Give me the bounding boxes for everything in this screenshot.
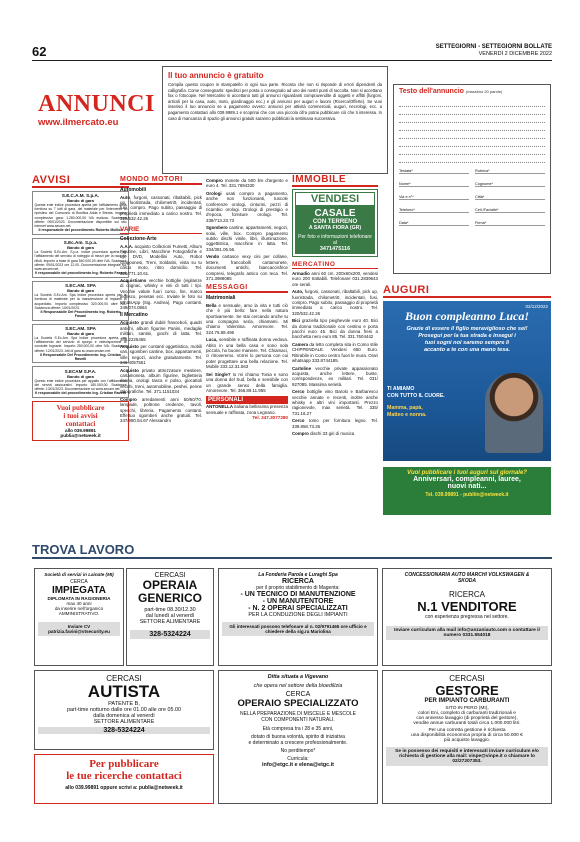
lavoro-title: TROVA LAVORO	[32, 542, 135, 557]
avviso-heading: S.Ec.Am. S.p.a.	[63, 240, 98, 246]
coupon-field-label: Cell./Fax/altri*	[475, 208, 499, 212]
ad-impiegata-line: DIPLOMATA IN RAGIONERIA	[47, 596, 111, 601]
casale-info: Per foto e informazioni telefonare al	[298, 233, 372, 246]
messaggio-item-key: Bella	[206, 302, 217, 308]
mercatino-item-key: Cerco	[292, 418, 305, 424]
ad-gestore	[382, 670, 552, 804]
header-meta	[436, 44, 552, 58]
auguri-line: Prosegui per la tua strada e insegui i	[418, 332, 516, 339]
casale-location: A SANTA FIORA (GR)	[308, 224, 362, 231]
coupon-field-label: Data*	[399, 221, 409, 225]
ad-operaio-line: dotato di buona volontà, spirito di iniziativa	[251, 734, 345, 740]
motori-item-key: Acquisto	[120, 367, 139, 373]
messaggio-item-key: Luca,	[206, 337, 218, 343]
mercatino-item-key: Cerco	[292, 389, 305, 395]
mercatino-rule	[292, 268, 378, 270]
avviso-sub: Bando di gara	[67, 198, 94, 203]
mercatino-item-text: bottiglie vino Barolo e Barbaresco vecchie annate e recenti, inoltre anche whisky e altri vini importanti. Prezzo ragionevole, max serietà. Tel. 335/ 731.16.27	[292, 389, 378, 416]
ad-venditore-role: N.1 VENDITORE	[417, 599, 517, 614]
coupon-field-label: Testata*	[399, 169, 413, 173]
issue-date: VENERDÌ 2 DICEMBRE 2022	[478, 51, 552, 57]
ad-impiegata-company: Società di servizi in Lainate (MI)	[44, 572, 114, 577]
ad-impiegata-foot: Inviare CV	[67, 624, 91, 629]
col3-item	[206, 225, 288, 252]
ad-gestore-role: GESTORE	[435, 683, 499, 698]
avviso-text: Questa ente indice procedura aperta per l'affidamento della fornitura su 7 lotti di gara, del materiale per l'intervento di ripristino del Consorzio di Bonifica Adda e Brenta. Importo complessivo gara: 1.280.000,00 IVA esclusa. Scadenza offerte: 09/01/2023. Documentazione disponibile sul sito internet www.secam.net.	[34, 203, 127, 229]
coupon-text-line[interactable]	[399, 115, 545, 123]
mercatino-item	[292, 342, 378, 364]
ad-impiegata-line: AMMINISTRATIVO.	[58, 611, 100, 616]
ad-fonderia-line: - N. 2 OPERAI SPECIALIZZATI	[248, 605, 348, 612]
mercatino-item	[292, 271, 378, 287]
avviso-resp: Il Responsabile Del Procedimento Ing. Roberto Fasani	[40, 310, 121, 319]
ad-operaio-line: e determinato a crescere professionalmente.	[248, 740, 348, 746]
ad-autista-line: part-time notturno dalle ore 01.00 alle ore 05.00	[67, 707, 181, 713]
messaggio-item	[206, 372, 288, 394]
mercatino-item-text: furgoni, cassonati, ribaltabili, pick up, fuoristrada, chilometri0, incidentati, fusi, compro. Pago subito, passaggio di proprietà immediato a carico nostro. Tel. 320/532.42.26	[292, 289, 378, 316]
motori-column	[120, 176, 202, 424]
ad-operaio-sub: che opera nel settore della bioedilizia	[253, 683, 343, 689]
coupon-text-line[interactable]	[399, 123, 545, 131]
ad-operaia-line: dal lunedì al venerdì	[145, 613, 195, 619]
col3-item-key: Orologi	[206, 190, 222, 196]
header-rule	[32, 60, 552, 61]
messaggio-item-key: Sei Single?	[206, 371, 231, 377]
motori-item-key: Auto	[120, 194, 130, 200]
col3-item-text: monete da 500 lire d'argento e euro 4. Tel. 331.7694330	[206, 178, 288, 189]
personali-title: PERSONALI	[206, 396, 288, 404]
page-number: 62	[32, 44, 47, 59]
motori-item-key: Acquisto	[120, 320, 139, 326]
ad-venditore-line: con esperienza pregressa nel settore.	[425, 614, 509, 620]
ad-fonderia-company: La Fonderia Parola e Luraghi Spa	[258, 572, 338, 578]
ad-fonderia-line: PER LA CONDUZIONE DEGLI IMPIANTI	[248, 612, 348, 618]
ad-venditore	[382, 568, 552, 666]
auguri-promo-b: Anniversari, compleanni, lauree,	[413, 475, 521, 483]
coupon-fields	[399, 169, 545, 226]
motori-item-key: Acquisto	[120, 344, 139, 350]
avviso-heading: S.EC.AM. SPA	[65, 283, 96, 289]
avviso-sub: Bando di gara	[67, 288, 94, 294]
auguri-line: Grazie di essere il figlio meraviglioso che sei!	[406, 325, 528, 332]
coupon-field[interactable]	[399, 182, 469, 187]
auguri-photo-card	[383, 301, 551, 461]
coupon-form	[393, 84, 551, 274]
auguri-line: tuoi sogni noi saremo sempre lì	[424, 339, 510, 346]
mercatino-item-key: Armadio	[292, 271, 310, 276]
coupon-text-line[interactable]	[399, 107, 545, 115]
ad-impiegata-line: da inserire nell'organico	[54, 606, 104, 611]
motori-item	[120, 195, 202, 222]
ad-gestore-line: vendite annue carburanti totali circa 1.000.000 litri.	[413, 721, 521, 726]
motori-item-text: , furgoni, cassonati, ribaltabili, pick up, fuoristrada, chilometri0, incidentati, fusi, compro. Pago subito, passaggio di proprietà immediato a carico nostro. Tel. 320/532.42.26	[120, 194, 202, 222]
avvisi-rule	[32, 186, 129, 188]
mercatino-item	[292, 366, 378, 388]
ad-operaio	[218, 670, 378, 804]
mercatino-item	[292, 389, 378, 416]
mercatino-item-text: anni 60 cm. 200x60x200, vendesi euro 200 trattabili. Telefonare 031.2839643 ore serali.	[292, 271, 378, 287]
ad-gestore-sub: PER IMPIANTO CARBURANTI	[424, 698, 510, 704]
ad-operaia	[126, 568, 214, 666]
ad-operaia-tel[interactable]: 328-5324224	[130, 630, 210, 639]
immobile-column	[292, 174, 378, 436]
auguri-promo-contact[interactable]: Tel. 039.99891 - publiin@netweek.it	[425, 491, 509, 498]
avviso-resp: Il Responsabile Del Procedimento: Ing. Cristian Ravelli	[40, 352, 121, 361]
lavoro-header	[32, 542, 552, 559]
motori-item	[120, 278, 202, 310]
auguri-promo	[383, 467, 551, 515]
mercatino-item-text: dischi 33 giri di musica	[308, 430, 355, 436]
motori-item-text: arredamenti anni 50/60/70, lampade, poltrone credenze, tavoli, specchi, libreria. Pagamento contanti. Effettuo sgomberi anche gratuiti. Tel. 347/980.54.67 Alessandro	[120, 396, 202, 424]
coupon-field[interactable]	[475, 169, 545, 174]
avviso-sub: Bando di gara	[67, 373, 94, 379]
gratuito-box	[162, 66, 388, 174]
motori-item	[120, 368, 202, 395]
coupon-field[interactable]	[399, 169, 469, 174]
lavoro-promo	[34, 754, 214, 804]
motori-item-key: Acquistiamo	[120, 277, 147, 283]
mercatino-item-text: vecchie private appassionato acquista, anche lettere, buste, corrispondenze, ex militari. Tel. 031/ 927085. Massima serietà.	[292, 365, 378, 387]
ad-venditore-company: CONCESSIONARIA AUTO MARCHI VOLKSWAGEN & SKODA	[404, 572, 530, 584]
coupon-field[interactable]	[475, 221, 545, 226]
annunci-logo	[38, 92, 160, 128]
ad-fonderia-line: - UN TECNICO DI MANUTENZIONE	[240, 591, 356, 598]
avviso-item	[32, 281, 129, 321]
ad-autista-tel[interactable]: 328-5324224	[38, 727, 210, 734]
casale-ad	[292, 189, 378, 257]
auguri-column	[383, 284, 551, 515]
auguri-line: accanto a te con una mano tesa.	[423, 346, 511, 353]
ad-operaio-line: CON COMPONENTI NATURALI.	[261, 717, 335, 723]
ad-autista-line: dalla domenica al venerdì	[93, 713, 155, 719]
mercatino-item-key: Compro	[292, 430, 309, 436]
mercatino-item-key: Camera	[292, 341, 309, 347]
ad-impiegata	[34, 568, 124, 666]
ad-operaio-role: OPERAIO SPECIALIZZATO	[237, 698, 359, 709]
coupon-field[interactable]	[399, 221, 469, 226]
casale-vendesi: VENDESI	[295, 192, 375, 206]
avviso-text: Questo ente indice procedura per appalto con l'affidamento dei servizi assicurativi. Importo 180.000,00. Scadenza offerte: 13/01/2023. Documentazione su www.secam.net.	[34, 378, 127, 392]
ad-gestore-line: SITO IN PERO (MI),	[445, 706, 489, 711]
auguri-rule	[383, 296, 551, 298]
lavoro-promo-contact[interactable]: allo 039.99891 oppure scrivi a: publia@netweek.it	[65, 785, 183, 791]
avviso-item	[32, 324, 129, 364]
avvisi-title: AVVISI	[32, 174, 71, 186]
col3-item-text: cantine, appartamenti, negozi, solai, ville, box. Compro pagamento subito dischi vinile, libri, illuminazione, oggettistica, macchine in latta. Tel. 334/381.06.56.	[206, 225, 288, 252]
coupon-title: Testo dell'annuncio (massimo 20 parole)	[399, 88, 503, 95]
portrait-photo	[485, 373, 543, 453]
messaggio-item	[206, 337, 288, 369]
lavoro-rule	[32, 557, 552, 559]
ad-operaio-cerca: CERCA	[285, 691, 311, 698]
ad-operaia-line: SETTORE ALIMENTARE	[139, 619, 201, 625]
messaggi-sub: Matrimoniali	[206, 294, 236, 301]
motori-item-key: A.A.A.	[120, 243, 134, 249]
col3-column	[206, 176, 288, 420]
messaggio-item	[206, 303, 288, 335]
auguri-love: TI AMIAMO CON TUTTO IL CUORE. Mamma, papà, Matteo e nonna.	[387, 385, 445, 418]
ad-impiegata-mail[interactable]: patrizia.favini@vtsecurity.eu	[48, 629, 110, 634]
col3-item-key: Compro	[206, 178, 223, 183]
casale-terreno: CON TERRENO	[312, 218, 358, 225]
coupon-text-line[interactable]	[399, 139, 545, 147]
ad-impiegata-line: max 40 anni	[66, 601, 92, 606]
ad-autista-cerca: CERCASI	[106, 674, 142, 683]
col3-item-key: Vendo	[206, 254, 220, 260]
avvisi-column	[32, 174, 129, 441]
avviso-item	[32, 238, 129, 278]
annunci-site[interactable]: www.ilmercato.eu	[38, 117, 119, 128]
auguri-title: AUGURI	[383, 284, 430, 296]
lavoro-promo-b: le tue ricerche contattaci	[66, 770, 182, 782]
coupon-field[interactable]	[399, 195, 469, 200]
mercatino-item	[292, 418, 378, 429]
messaggio-item-text: e sensuale, amo la vita e tutti ciò che è più bello: fare nella natura sportivamente. Se stai cercando anche tu una compagna seria, chiamami. Mi chiamo Valentina. Amorevore. Tel. 324.76.88.496	[206, 302, 288, 335]
ad-fonderia-line: per il proprio stabilimento di Magenta:	[256, 585, 340, 591]
motori-section-heading: VARIE	[120, 226, 202, 234]
col3-item-key: Sgombero	[206, 225, 228, 231]
ad-autista-line: SETTORE ALIMENTARE	[93, 719, 155, 725]
avviso-item	[32, 191, 129, 235]
motori-section-heading: Collezione-Arte	[120, 235, 157, 242]
motori-item	[120, 344, 202, 366]
messaggi-rule	[206, 291, 288, 293]
avviso-heading: S.EC.AM. SPA	[65, 326, 96, 332]
messaggio-item-text: Io mi chiamo Tonia e sono una donna del Sud, bella e sensibile con un grande senso della famiglia. Amorevore. Tel. 366.89.11.955	[206, 371, 288, 393]
avviso-item	[32, 366, 129, 398]
casale-label: CASALE	[314, 207, 356, 219]
auguri-date: 02/12/2022	[525, 303, 548, 309]
mercatino-item-key: Auto,	[292, 289, 304, 295]
ad-gestore-line: Per una corretta gestione è richiesta	[428, 728, 506, 733]
ad-fonderia-line: - UN MANUTENTORE	[262, 598, 334, 605]
motori-item-text: grandi dubiti franceboli, quadri antichi, album figurine Panini, medaglie militari, santini, giochi di latta. Tel. 348.2225465	[120, 320, 202, 342]
personali-body: ANTONELLA italiana bellissima presenza sensuale e raffinata, zona Legnano.	[206, 404, 288, 415]
ad-gestore-foot[interactable]: Se in possesso dei requisiti e interessati inviare curriculum e/o richiesta di gestione alla mail: vinpe@vinpe.it o chiamare lo 02/27207353.	[386, 747, 548, 766]
messaggi-title: MESSAGGI	[206, 284, 248, 292]
auguri-promo-c: nuovi nati...	[447, 482, 487, 490]
ad-fonderia-foot[interactable]: Gli interessati possono telefonare al n. 02/9791465 ore ufficio e chiedere della sig.ra Mariolina	[222, 622, 374, 636]
motori-item-text: privato attrezzature mestiere, cartamoneta, album figurine, biglietteria donna, orologi tasca e polso, giocattoli vecchi, treni, automobiline, peshei, penne stilografiche. Tel. 371.1151034	[120, 367, 202, 395]
coupon-field-label: Telefono*	[399, 208, 415, 212]
mercatino-item-key: Bici	[292, 318, 301, 324]
coupon-field-label: Rubrica*	[475, 169, 490, 173]
motori-section-heading: Il Mercatino	[120, 312, 148, 319]
lavoro-promo-a: Per pubblicare	[89, 758, 159, 770]
ad-operaio-line: Curricula:	[287, 756, 309, 762]
motori-item-key: Compro	[120, 396, 137, 402]
col3-item	[206, 191, 288, 223]
mercatino-item-text: tomo per fornitura legno. Tel. 339.858.73.26	[292, 418, 378, 429]
mercatino-item-key: Cartoline	[292, 365, 312, 371]
motori-item	[120, 397, 202, 424]
avviso-text: La Società S.Ec.Am. Spa indice procedura aperta per la fornitura di materiale per la manutenzione di impianti di acquedotto. Importo complessivo 320.000,00 oltre IVA. Scadenza offerte: 10/01/2023.	[34, 293, 127, 310]
motori-item-text: vecchie bottiglie (vigilanze di cognac, whisky e vini di tutti i tipi. Vecchie valute fuori corso, lire, marco tedesco, pesetas ecc. Inviate le foto su WhatsApp (Sig. Andrea). Pago contanti. 349/074.0864	[120, 277, 202, 310]
avviso-sub: Bando di gara	[67, 245, 94, 251]
mercatino-item-text: graziella tipo pieghevole euro 40. Bici da donna tradizionale con cestino e porta pacchi euro 45. Bici da donna freni a bacchetta nero euro 85. Tel. 331.7604442	[292, 318, 378, 340]
coupon-field-label: Via e n°*	[399, 195, 414, 199]
ad-impiegata-cerca: CERCA	[70, 579, 88, 585]
col3-item	[206, 178, 288, 189]
ad-impiegata-role: IMPIEGATA	[51, 585, 107, 596]
motori-item-text: acquisto Collezioni Fumetti, Album Figurine, Libri, Macchine Fotografiche e Lp, DVD, Modellini Auto, Robot Giapponesi, Treni, Soldatini, vista su tu calcio moto, ritiro domicilio. Tel. 328/771.10.61.	[120, 243, 202, 276]
avviso-text: La Società S.Ec.Am. S.p.a. indice procedura aperta per l'affidamento del servizio di noleggio di mezzi per la raccolta rifiuti. Importo a base di gara 540.000,00 oltre IVA. Scadenza offerte: 09/01/2023 ore 12.00. Documentazione integrale su: www.secam.net.	[34, 250, 127, 272]
avviso-heading: S.ECAM S.P.A.	[64, 368, 97, 374]
coupon-field-label: Città*	[475, 195, 485, 199]
coupon-field[interactable]	[399, 208, 469, 213]
mercatino-title: MERCATINO	[292, 260, 336, 268]
coupon-field-label: Cognome*	[475, 182, 493, 186]
casale-tel[interactable]: 3471475116	[319, 245, 351, 252]
coupon-text-line[interactable]	[399, 147, 545, 155]
ad-fonderia	[218, 568, 378, 666]
auguri-promo-a: Vuoi pubblicare i tuoi auguri sul giornale?	[407, 469, 527, 476]
ad-venditore-cerca: RICERCA	[448, 590, 485, 599]
personali-tel[interactable]: Tel. 347.3077280	[252, 415, 288, 421]
avviso-heading: S.E.C.A.M. S.p.A.	[61, 193, 100, 198]
ad-gestore-line: più acquisto lavaggio.	[443, 738, 491, 743]
ad-operaio-line: Età compresa tra i 28 e 35 anni,	[262, 726, 334, 732]
col3-item-text: usati compro a pagamento, anche non funzionanti, tuscole conferenze orologi, cinturini, pezzi di ricambio orologi. Orologi di prestigio e d'epoca, forniture orologi. Tel. 339/713.23.73	[206, 190, 288, 223]
annunci-title: ANNUNCI	[38, 91, 155, 117]
coupon-field[interactable]	[475, 195, 545, 200]
ad-operaia-line: part-time 08.30/12.30	[144, 607, 196, 613]
avviso-sub: Bando di gara	[67, 331, 94, 337]
motori-section-heading: Automobili	[120, 186, 147, 193]
mercatino-item	[292, 318, 378, 340]
motori-rule	[120, 183, 202, 185]
ad-gestore-line: una disponibilità economica propria di circa 50.000 €	[411, 733, 523, 738]
coupon-field[interactable]	[475, 208, 545, 213]
ad-venditore-foot[interactable]: Inviare curriculum alla mail info@anzaniauto.com o contattare il numero 0331.554018	[386, 626, 548, 640]
col3-item	[206, 254, 288, 281]
auguri-headline: Buon compleanno Luca!	[404, 308, 530, 323]
publication: SETTEGIORNI - SETTEGIORNI BOLLATE	[435, 44, 552, 50]
immobile-rule	[292, 185, 378, 187]
ad-autista-role: AUTISTA	[87, 682, 161, 701]
avvisi-ad: Vuoi pubblicare i tuoi avvisi contattaci allo 039.99891 publia@netweek.it	[32, 401, 129, 441]
ad-operaio-line: NELLA PREPARAZIONE DI MISCELE E MESCOLE	[239, 711, 357, 717]
avviso-resp: Il responsabile del procedimento Ing. Cristian Ravelli	[35, 391, 126, 396]
mercatino-item-text: da letto completa sita in Como stile CHIPPENDALE. Vendesi 650 Euro. Ritirabile in Como centro fuori le mura. Orari whatsapp 333.8744185.	[292, 341, 378, 364]
ad-gestore-line: colori Eni, completo di carburanti tradizionali e	[418, 711, 516, 716]
ad-gestore-line: con annesso lavaggio (di proprietà del gestore),	[416, 716, 518, 721]
coupon-text-line[interactable]	[399, 131, 545, 139]
messaggio-item-text: sensibile e raffinata donna vedova. Abito in una bella casa e sono sola piccola, ho buone maniere. Tel. Chiamaci, ci ritroveremo. Vorrei lo persona con cui poter progettare una bella relazione. Tel. Mobile 333.12.31.563	[206, 337, 288, 370]
ad-gestore-cerca: CERCASI	[449, 674, 485, 683]
mercatino-item	[292, 289, 378, 316]
avviso-text: La Società S.Ec.Am. Spa indice procedura aperta, per l'affidamento del servizio di spurgo e videoispezione di condotte fognarie. Importo 250.000,00 oltre IVA. Scadenza offerte: 12/01/2023. Atti di gara su www.secam.net.	[34, 336, 127, 353]
motori-item	[120, 320, 202, 342]
motori-item	[120, 244, 202, 276]
avviso-resp: Il responsabile del procedimento Ing. Roberto Fasani	[35, 271, 126, 276]
ad-operaia-cerca: CERCASI	[154, 572, 186, 579]
ad-operaia-role: OPERAIA GENERICO	[137, 578, 202, 605]
mercatino-item	[292, 431, 378, 436]
coupon-text-line[interactable]	[399, 155, 545, 163]
gratuito-body: Compila questo coupon in stampatello in ogni sua parte. Riconta che non si risponde di errori dipendenti da calligrafia. Come consegnarlo: spedisci per posta o consegnalo ad uno dei nostri punti di raccolta. Non si accettano fax o fotocopie. Nel Mercatino si accettano tutti gli annunci riguardanti compravendite di oggetti e affitti (furgoni, articoli per la casa, auto, moto, giardinaggio ecc.) e gli annunci per auguri e lavoro (Ricerca/Offerte). Se vuoi inserisci il tuo annuncio se a pagamento ovvero: annunci per attività commerciali, auguri, necrologi, ecc. a pagamento contattaci allo 039.9989.1 e scoprirai che con una piccola cifra potrai pubblicare ciò che ti interessa. In caso di mancanza di spazio gli annunci gratuiti saranno pubblicati la settimana successiva.	[168, 82, 382, 121]
coupon-field-label: Nome*	[399, 182, 411, 186]
coupon-field-label: Firma*	[475, 221, 487, 225]
gratuito-title: Il tuo annuncio è gratuito	[168, 71, 264, 80]
ad-autista-line: PATENTE B,	[108, 701, 140, 707]
motori-item-text: per contanti oggettistica, mobili vari, sgomberi cantine, box, appartamenti, ville, negozi, anche gratuitamente. Tel. 346.4057561	[120, 344, 202, 366]
col3-item-text: cartasce vexy cini per collane, lettere, francobolli cartamonete, documenti antichi, biancaccisfrice compresi, telegrafo antico con teca. Tel. 371.3988085	[206, 254, 288, 281]
coupon-field[interactable]	[475, 182, 545, 187]
ad-autista	[34, 670, 214, 750]
ad-operaio-company: Ditta situata a Vigevano	[267, 674, 329, 680]
ad-operaio-line: No perditempo*	[280, 748, 316, 754]
ad-operaio-mail[interactable]: info@etgc.it e elena@etgc.it	[262, 762, 334, 768]
coupon-text-line[interactable]	[399, 99, 545, 107]
immobile-title: IMMOBILE	[292, 174, 346, 185]
avviso-resp: Il responsabile del procedimento Roberto Mollica	[38, 228, 123, 233]
motori-title: MONDO MOTORI	[120, 176, 183, 183]
ad-fonderia-cerca: RICERCA	[282, 578, 314, 585]
